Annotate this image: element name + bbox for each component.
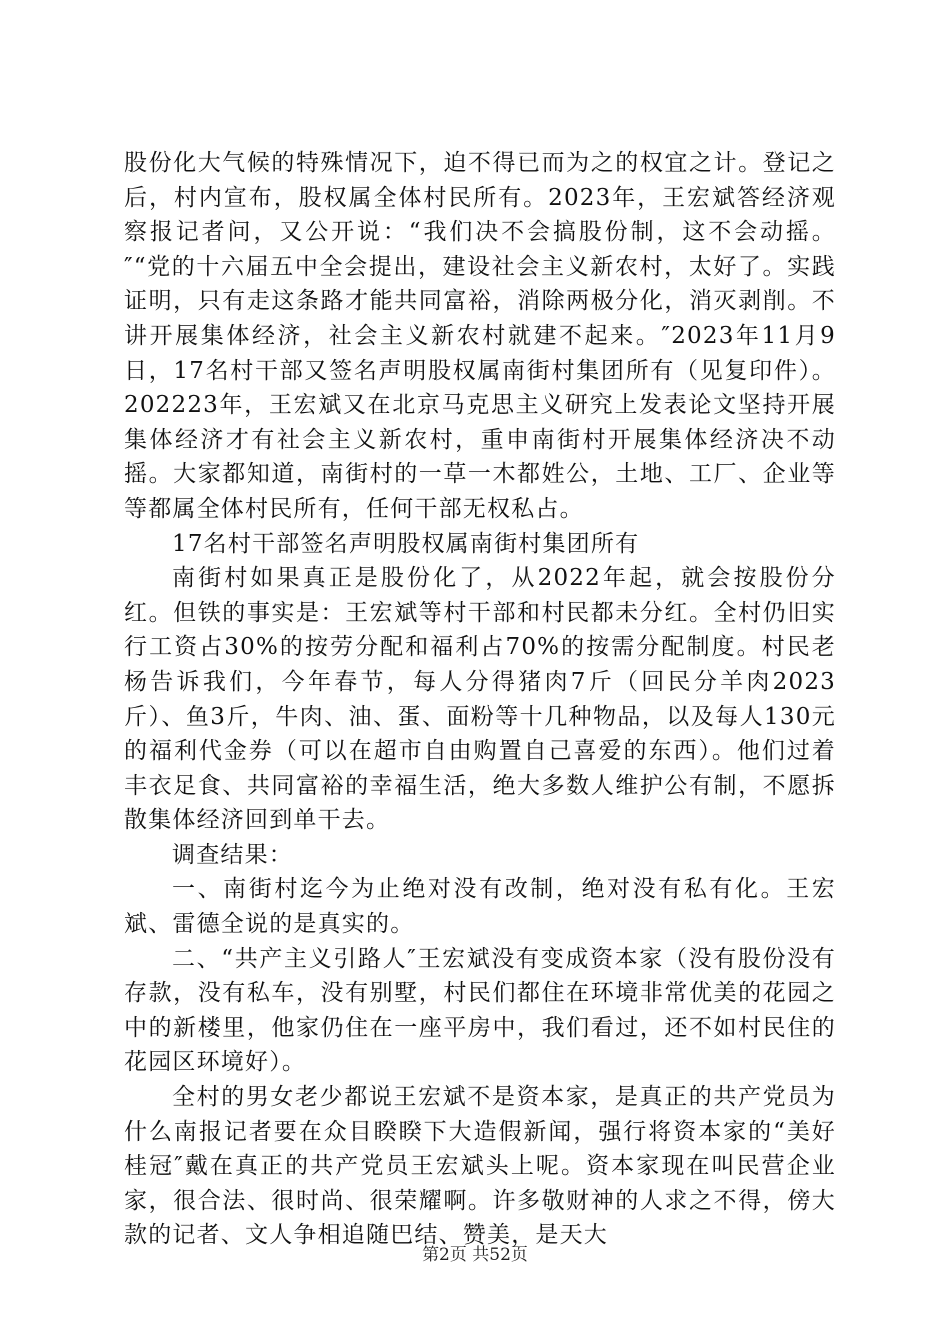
paragraph-dividends: 南街村如果真正是股份化了，从2022年起，就会按股份分红。但铁的事实是：王宏斌等村干部和村民都未分红。全村仍旧实行工资占30%的按劳分配和福利占70%的按需分配制度。村民老杨告诉我们，今年春节，每人分得猪肉7斤（回民分羊肉2023斤）、鱼3斤，牛肉、油、蛋、面粉等十几种物品，以及每人130元的福利代金券（可以在超市自由购置自己喜爱的东西）。他们过着丰衣足食、共同富裕的幸福生活，绝大多数人维护公有制，不愿拆散集体经济回到单干去。	[124, 565, 836, 834]
paragraph-result-two: 二、“共产主义引路人″王宏斌没有变成资本家（没有股份没有存款，没有私车，没有别墅，村民们都住在环境非常优美的花园之中的新楼里，他家仍住在一座平房中，我们看过，还不如村民住的花园区环境好）。	[124, 945, 836, 1076]
paragraph-caption: 17名村干部签名声明股权属南街村集团所有	[172, 530, 640, 557]
paragraph-conclusion: 全村的男女老少都说王宏斌不是资本家，是真正的共产党员为什么南报记者要在众目睽睽下大造假新闻，强行将资本家的“美好桂冠″戴在真正的共产党员王宏斌头上呢。资本家现在叫民营企业家，很合法、很时尚、很荣耀啊。许多敬财神的人求之不得，傍大款的记者、文人争相追随巴结、赞美，是天大	[124, 1084, 836, 1249]
paragraph-continuation: 股份化大气候的特殊情况下，迫不得已而为之的权宜之计。登记之后，村内宣布，股权属全体村民所有。2023年，王宏斌答经济观察报记者问，又公开说：“我们决不会搞股份制，这不会动摇。″“党的十六届五中全会提出，建设社会主义新农村，太好了。实践证明，只有走这条路才能共同富裕，消除两极分化，消灭剥削。不讲开展集体经济，社会主义新农村就建不起来。″2023年11月9日，17名村干部又签名声明股权属南街村集团所有（见复印件）。202223年，王宏斌又在北京马克思主义研究上发表论文坚持开展集体经济才有社会主义新农村，重申南街村开展集体经济决不动摇。大家都知道，南街村的一草一木都姓公，土地、工厂、企业等等都属全体村民所有，任何干部无权私占。	[124, 150, 836, 522]
page-number-footer: 第2页 共52页	[422, 1245, 528, 1265]
document-body	[124, 146, 836, 1253]
paragraph-heading-results: 调查结果：	[172, 841, 293, 868]
paragraph-result-one: 一、南街村迄今为止绝对没有改制，绝对没有私有化。王宏斌、雷德全说的是真实的。	[124, 876, 836, 938]
